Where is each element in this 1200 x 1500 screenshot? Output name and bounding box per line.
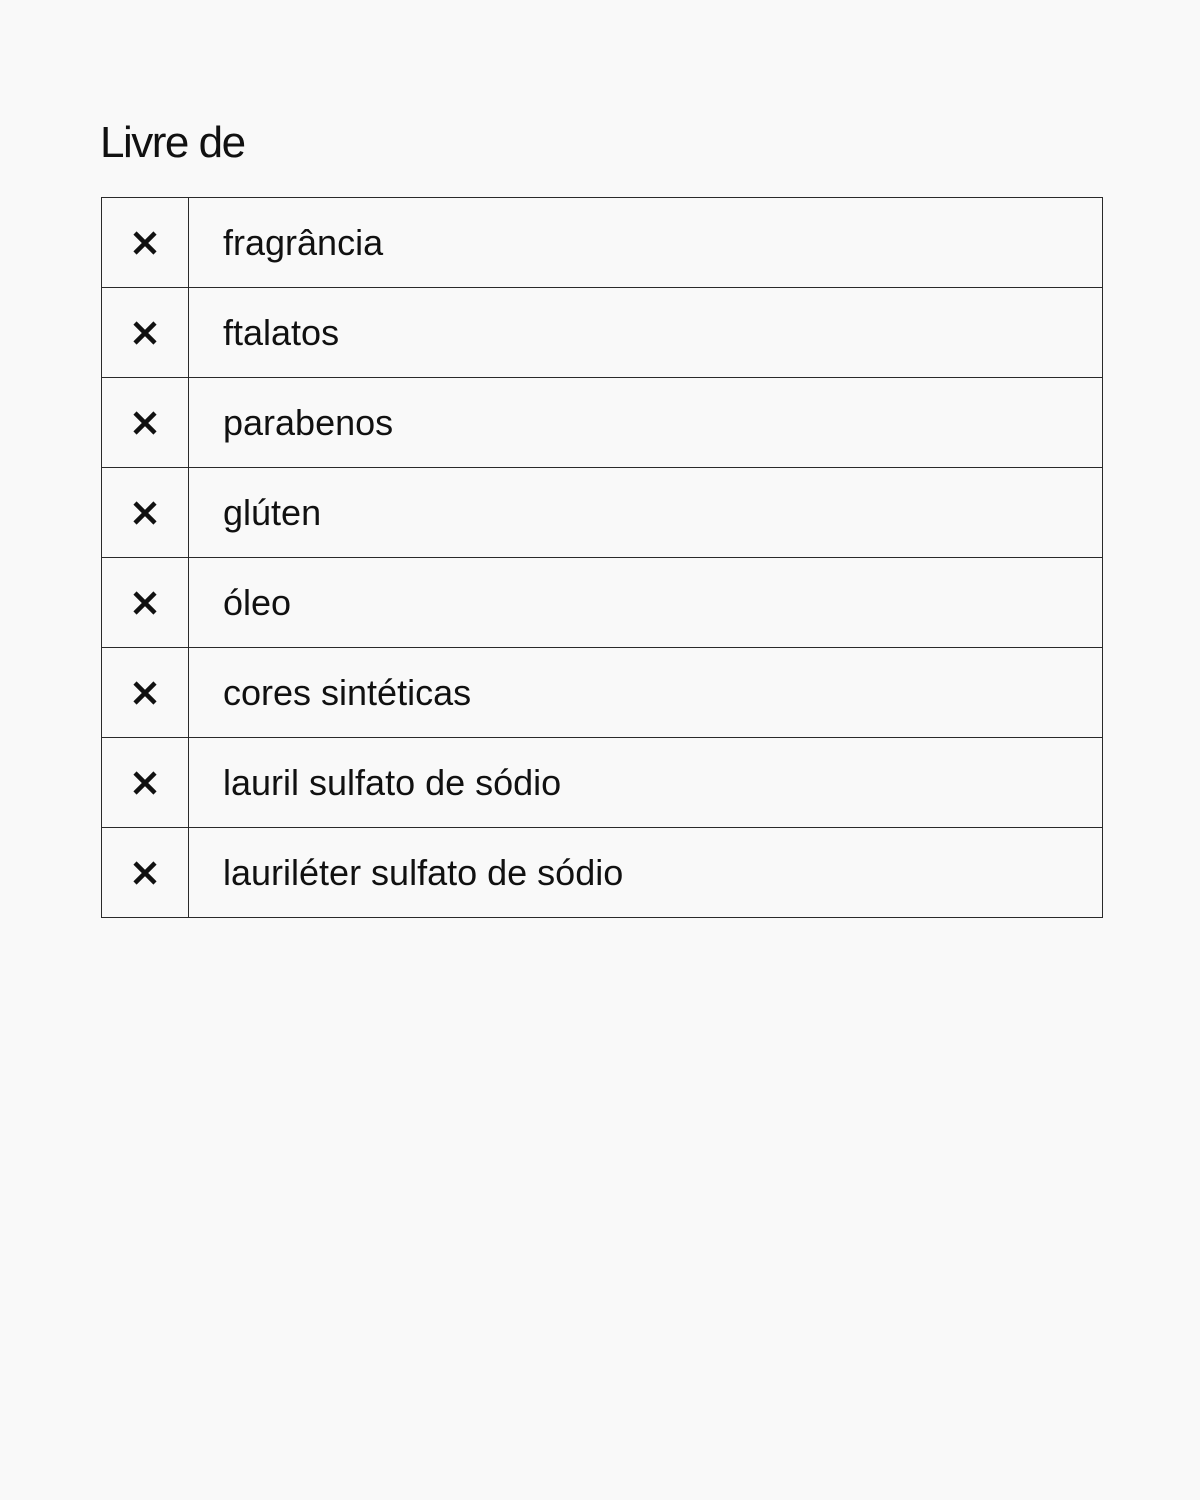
item-label: lauriléter sulfato de sódio xyxy=(189,828,1103,918)
table-row xyxy=(102,558,1103,648)
mark-cell xyxy=(102,288,189,378)
x-mark-icon xyxy=(132,770,158,796)
mark-cell xyxy=(102,648,189,738)
table-row xyxy=(102,288,1103,378)
mark-cell xyxy=(102,468,189,558)
table-row xyxy=(102,468,1103,558)
mark-cell xyxy=(102,738,189,828)
x-mark-icon xyxy=(132,500,158,526)
x-mark-icon xyxy=(132,860,158,886)
mark-cell xyxy=(102,828,189,918)
table-row xyxy=(102,738,1103,828)
item-label: cores sintéticas xyxy=(189,648,1103,738)
x-mark-icon xyxy=(132,320,158,346)
item-label: glúten xyxy=(189,468,1103,558)
x-mark-icon xyxy=(132,590,158,616)
mark-cell xyxy=(102,378,189,468)
x-mark-icon xyxy=(132,410,158,436)
item-label: lauril sulfato de sódio xyxy=(189,738,1103,828)
item-label: óleo xyxy=(189,558,1103,648)
table-row xyxy=(102,198,1103,288)
mark-cell xyxy=(102,198,189,288)
item-label: parabenos xyxy=(189,378,1103,468)
table-row xyxy=(102,648,1103,738)
item-label: ftalatos xyxy=(189,288,1103,378)
table-row xyxy=(102,828,1103,918)
item-label: fragrância xyxy=(189,198,1103,288)
x-mark-icon xyxy=(132,230,158,256)
page-title: Livre de xyxy=(100,118,245,167)
table-row xyxy=(102,378,1103,468)
free-from-table xyxy=(101,197,1103,918)
mark-cell xyxy=(102,558,189,648)
x-mark-icon xyxy=(132,680,158,706)
